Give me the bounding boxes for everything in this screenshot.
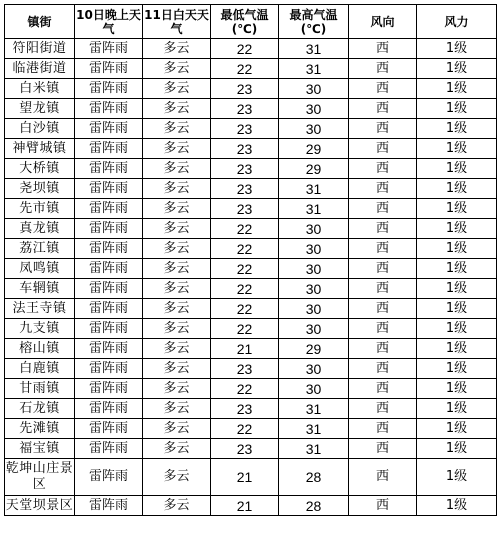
wind-force-cell: 1级 [417, 359, 497, 379]
max-temp-cell: 30 [279, 319, 349, 339]
table-row [5, 219, 497, 239]
wind-direction-cell: 西 [349, 99, 417, 119]
day-weather-cell: 多云 [143, 319, 211, 339]
wind-direction-cell: 西 [349, 359, 417, 379]
wind-force-cell: 1级 [417, 139, 497, 159]
wind-force-cell: 1级 [417, 159, 497, 179]
max-temp-cell: 31 [279, 199, 349, 219]
night-weather-cell: 雷阵雨 [75, 419, 143, 439]
day-weather-cell: 多云 [143, 379, 211, 399]
wind-direction-cell: 西 [349, 399, 417, 419]
min-temp-cell: 21 [211, 496, 279, 516]
town-cell: 甘雨镇 [5, 379, 75, 399]
wind-direction-cell: 西 [349, 239, 417, 259]
wind-direction-cell: 西 [349, 299, 417, 319]
header-wind-direction: 风向 [349, 5, 417, 39]
day-weather-cell: 多云 [143, 359, 211, 379]
wind-direction-cell: 西 [349, 419, 417, 439]
wind-force-cell: 1级 [417, 199, 497, 219]
day-weather-cell: 多云 [143, 59, 211, 79]
town-cell: 福宝镇 [5, 439, 75, 459]
min-temp-cell: 23 [211, 119, 279, 139]
max-temp-cell: 31 [279, 59, 349, 79]
day-weather-cell: 多云 [143, 239, 211, 259]
min-temp-cell: 22 [211, 299, 279, 319]
min-temp-cell: 22 [211, 259, 279, 279]
header-wind-force: 风力 [417, 5, 497, 39]
table-row [5, 39, 497, 59]
table-body [5, 39, 497, 516]
table-row [5, 99, 497, 119]
table-row [5, 419, 497, 439]
town-cell: 凤鸣镇 [5, 259, 75, 279]
town-cell: 尧坝镇 [5, 179, 75, 199]
town-cell: 石龙镇 [5, 399, 75, 419]
night-weather-cell: 雷阵雨 [75, 199, 143, 219]
wind-force-cell: 1级 [417, 39, 497, 59]
day-weather-cell: 多云 [143, 99, 211, 119]
table-row [5, 239, 497, 259]
night-weather-cell: 雷阵雨 [75, 139, 143, 159]
day-weather-cell: 多云 [143, 459, 211, 496]
table-row [5, 496, 497, 516]
wind-force-cell: 1级 [417, 319, 497, 339]
wind-force-cell: 1级 [417, 119, 497, 139]
max-temp-cell: 28 [279, 496, 349, 516]
min-temp-cell: 23 [211, 359, 279, 379]
max-temp-cell: 30 [279, 79, 349, 99]
table-row [5, 459, 497, 496]
header-row [5, 5, 497, 39]
wind-direction-cell: 西 [349, 159, 417, 179]
night-weather-cell: 雷阵雨 [75, 319, 143, 339]
day-weather-cell: 多云 [143, 299, 211, 319]
wind-direction-cell: 西 [349, 179, 417, 199]
night-weather-cell: 雷阵雨 [75, 39, 143, 59]
min-temp-cell: 23 [211, 179, 279, 199]
max-temp-cell: 30 [279, 99, 349, 119]
wind-force-cell: 1级 [417, 339, 497, 359]
night-weather-cell: 雷阵雨 [75, 359, 143, 379]
town-cell: 榕山镇 [5, 339, 75, 359]
min-temp-cell: 22 [211, 59, 279, 79]
wind-force-cell: 1级 [417, 259, 497, 279]
min-temp-cell: 21 [211, 459, 279, 496]
table-row [5, 359, 497, 379]
town-cell: 真龙镇 [5, 219, 75, 239]
wind-direction-cell: 西 [349, 59, 417, 79]
max-temp-cell: 30 [279, 379, 349, 399]
max-temp-cell: 30 [279, 359, 349, 379]
wind-force-cell: 1级 [417, 439, 497, 459]
table-row [5, 319, 497, 339]
wind-force-cell: 1级 [417, 79, 497, 99]
town-cell: 白沙镇 [5, 119, 75, 139]
min-temp-cell: 22 [211, 319, 279, 339]
town-cell: 望龙镇 [5, 99, 75, 119]
table-row [5, 159, 497, 179]
day-weather-cell: 多云 [143, 179, 211, 199]
min-temp-cell: 22 [211, 379, 279, 399]
town-cell: 法王寺镇 [5, 299, 75, 319]
town-cell: 荔江镇 [5, 239, 75, 259]
header-max-temp: 最高气温(℃) [279, 5, 349, 39]
min-temp-cell: 22 [211, 39, 279, 59]
header-day-weather: 11日白天天气 [143, 5, 211, 39]
town-cell: 白鹿镇 [5, 359, 75, 379]
max-temp-cell: 29 [279, 339, 349, 359]
wind-direction-cell: 西 [349, 259, 417, 279]
wind-direction-cell: 西 [349, 139, 417, 159]
header-night-weather: 10日晚上天气 [75, 5, 143, 39]
night-weather-cell: 雷阵雨 [75, 99, 143, 119]
max-temp-cell: 30 [279, 119, 349, 139]
min-temp-cell: 23 [211, 159, 279, 179]
max-temp-cell: 31 [279, 179, 349, 199]
wind-force-cell: 1级 [417, 459, 497, 496]
min-temp-cell: 23 [211, 139, 279, 159]
max-temp-cell: 30 [279, 219, 349, 239]
min-temp-cell: 22 [211, 419, 279, 439]
night-weather-cell: 雷阵雨 [75, 399, 143, 419]
wind-force-cell: 1级 [417, 219, 497, 239]
day-weather-cell: 多云 [143, 439, 211, 459]
town-cell: 临港街道 [5, 59, 75, 79]
table-row [5, 199, 497, 219]
max-temp-cell: 29 [279, 159, 349, 179]
min-temp-cell: 23 [211, 439, 279, 459]
wind-force-cell: 1级 [417, 379, 497, 399]
night-weather-cell: 雷阵雨 [75, 159, 143, 179]
table-row [5, 179, 497, 199]
town-cell: 大桥镇 [5, 159, 75, 179]
max-temp-cell: 31 [279, 399, 349, 419]
wind-direction-cell: 西 [349, 199, 417, 219]
wind-direction-cell: 西 [349, 459, 417, 496]
wind-direction-cell: 西 [349, 319, 417, 339]
town-cell: 车辋镇 [5, 279, 75, 299]
day-weather-cell: 多云 [143, 119, 211, 139]
table-row [5, 79, 497, 99]
table-row [5, 119, 497, 139]
table-row [5, 399, 497, 419]
day-weather-cell: 多云 [143, 139, 211, 159]
min-temp-cell: 23 [211, 199, 279, 219]
table-row [5, 339, 497, 359]
day-weather-cell: 多云 [143, 419, 211, 439]
wind-direction-cell: 西 [349, 119, 417, 139]
night-weather-cell: 雷阵雨 [75, 219, 143, 239]
min-temp-cell: 23 [211, 79, 279, 99]
wind-direction-cell: 西 [349, 279, 417, 299]
table-row [5, 279, 497, 299]
min-temp-cell: 23 [211, 399, 279, 419]
wind-force-cell: 1级 [417, 496, 497, 516]
wind-force-cell: 1级 [417, 419, 497, 439]
town-cell: 九支镇 [5, 319, 75, 339]
night-weather-cell: 雷阵雨 [75, 459, 143, 496]
table-row [5, 139, 497, 159]
wind-direction-cell: 西 [349, 219, 417, 239]
day-weather-cell: 多云 [143, 399, 211, 419]
max-temp-cell: 28 [279, 459, 349, 496]
min-temp-cell: 23 [211, 99, 279, 119]
night-weather-cell: 雷阵雨 [75, 339, 143, 359]
night-weather-cell: 雷阵雨 [75, 496, 143, 516]
night-weather-cell: 雷阵雨 [75, 259, 143, 279]
day-weather-cell: 多云 [143, 79, 211, 99]
day-weather-cell: 多云 [143, 39, 211, 59]
night-weather-cell: 雷阵雨 [75, 179, 143, 199]
town-cell: 先市镇 [5, 199, 75, 219]
night-weather-cell: 雷阵雨 [75, 239, 143, 259]
night-weather-cell: 雷阵雨 [75, 439, 143, 459]
town-cell: 乾坤山庄景区 [5, 459, 75, 496]
night-weather-cell: 雷阵雨 [75, 279, 143, 299]
min-temp-cell: 22 [211, 279, 279, 299]
day-weather-cell: 多云 [143, 339, 211, 359]
max-temp-cell: 30 [279, 279, 349, 299]
wind-force-cell: 1级 [417, 239, 497, 259]
max-temp-cell: 31 [279, 439, 349, 459]
night-weather-cell: 雷阵雨 [75, 79, 143, 99]
table-row [5, 439, 497, 459]
town-cell: 白米镇 [5, 79, 75, 99]
max-temp-cell: 30 [279, 299, 349, 319]
town-cell: 先滩镇 [5, 419, 75, 439]
header-town: 镇街 [5, 5, 75, 39]
wind-direction-cell: 西 [349, 79, 417, 99]
night-weather-cell: 雷阵雨 [75, 299, 143, 319]
wind-force-cell: 1级 [417, 99, 497, 119]
max-temp-cell: 29 [279, 139, 349, 159]
day-weather-cell: 多云 [143, 199, 211, 219]
night-weather-cell: 雷阵雨 [75, 119, 143, 139]
wind-force-cell: 1级 [417, 279, 497, 299]
wind-force-cell: 1级 [417, 299, 497, 319]
day-weather-cell: 多云 [143, 159, 211, 179]
max-temp-cell: 30 [279, 259, 349, 279]
table-row [5, 299, 497, 319]
day-weather-cell: 多云 [143, 219, 211, 239]
day-weather-cell: 多云 [143, 279, 211, 299]
wind-force-cell: 1级 [417, 179, 497, 199]
town-cell: 神臂城镇 [5, 139, 75, 159]
day-weather-cell: 多云 [143, 259, 211, 279]
table-row [5, 379, 497, 399]
table-row [5, 259, 497, 279]
wind-direction-cell: 西 [349, 496, 417, 516]
day-weather-cell: 多云 [143, 496, 211, 516]
night-weather-cell: 雷阵雨 [75, 59, 143, 79]
wind-direction-cell: 西 [349, 379, 417, 399]
town-cell: 符阳街道 [5, 39, 75, 59]
town-cell: 天堂坝景区 [5, 496, 75, 516]
wind-direction-cell: 西 [349, 439, 417, 459]
wind-force-cell: 1级 [417, 399, 497, 419]
table-row [5, 59, 497, 79]
min-temp-cell: 22 [211, 219, 279, 239]
header-min-temp: 最低气温(℃) [211, 5, 279, 39]
night-weather-cell: 雷阵雨 [75, 379, 143, 399]
min-temp-cell: 22 [211, 239, 279, 259]
weather-forecast-table [4, 4, 497, 516]
wind-direction-cell: 西 [349, 39, 417, 59]
wind-force-cell: 1级 [417, 59, 497, 79]
max-temp-cell: 30 [279, 239, 349, 259]
max-temp-cell: 31 [279, 419, 349, 439]
min-temp-cell: 21 [211, 339, 279, 359]
max-temp-cell: 31 [279, 39, 349, 59]
wind-direction-cell: 西 [349, 339, 417, 359]
